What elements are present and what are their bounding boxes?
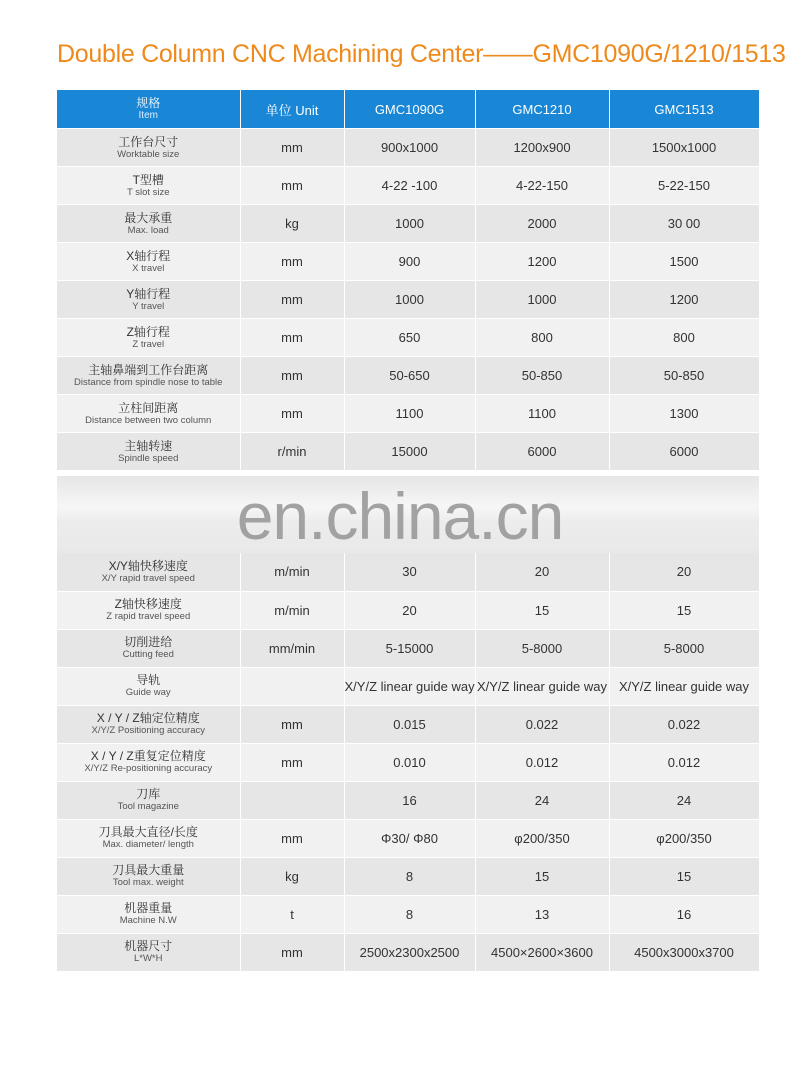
spec-item-cn: 导轨 xyxy=(136,673,161,687)
spec-value-gmc1210: 1100 xyxy=(475,395,609,433)
spec-value-gmc1513: 0.012 xyxy=(609,743,759,781)
spec-value-gmc1210: 13 xyxy=(475,895,609,933)
spec-item xyxy=(57,553,240,591)
table-row xyxy=(57,243,759,281)
table-row xyxy=(57,319,759,357)
spec-item-en: Guide way xyxy=(125,687,171,698)
spec-unit xyxy=(240,781,344,819)
spec-value-gmc1210: 24 xyxy=(475,781,609,819)
spec-unit: m/min xyxy=(240,591,344,629)
spec-item xyxy=(57,243,240,281)
spec-value-gmc1513: 15 xyxy=(609,857,759,895)
spec-item-en: Max. load xyxy=(127,224,169,236)
spec-table-top xyxy=(57,90,760,471)
spec-value-gmc1513: 5-22-150 xyxy=(609,167,759,205)
table-row xyxy=(57,591,759,629)
spec-item xyxy=(57,205,240,243)
spec-item xyxy=(57,357,240,395)
spec-item xyxy=(57,281,240,319)
table-row xyxy=(57,553,759,591)
spec-value-gmc1090g: 50-650 xyxy=(344,357,475,395)
spec-item xyxy=(57,667,240,705)
spec-unit: mm xyxy=(240,167,344,205)
spec-item-en: Tool magazine xyxy=(117,801,179,812)
spec-value-gmc1210: 15 xyxy=(475,857,609,895)
table-row xyxy=(57,629,759,667)
table-row xyxy=(57,667,759,705)
spec-item xyxy=(57,819,240,857)
table-row xyxy=(57,743,759,781)
spec-value-gmc1210: φ200/350 xyxy=(475,819,609,857)
table-row xyxy=(57,281,759,319)
spec-item-en: Spindle speed xyxy=(118,452,179,464)
table-row xyxy=(57,895,759,933)
spec-item-en: Tool max. weight xyxy=(112,877,184,888)
spec-value-gmc1210: 4500×2600×3600 xyxy=(475,933,609,971)
spec-value-gmc1513: 800 xyxy=(609,319,759,357)
spec-value-gmc1090g: X/Y/Z linear guide way xyxy=(344,667,475,705)
spec-item-cn: X/Y轴快移速度 xyxy=(108,558,188,573)
spec-value-gmc1513: 16 xyxy=(609,895,759,933)
spec-value-gmc1090g: 15000 xyxy=(344,433,475,471)
spec-item-cn: 立柱间距离 xyxy=(118,400,179,415)
header-model-1: GMC1090G xyxy=(344,90,475,129)
spec-item-cn: T型槽 xyxy=(132,172,164,187)
spec-value-gmc1210: 0.022 xyxy=(475,705,609,743)
spec-value-gmc1513: 1200 xyxy=(609,281,759,319)
spec-value-gmc1210: 5-8000 xyxy=(475,629,609,667)
spec-value-gmc1513: 6000 xyxy=(609,433,759,471)
spec-value-gmc1090g: 4-22 -100 xyxy=(344,167,475,205)
spec-value-gmc1090g: Φ30/ Φ80 xyxy=(344,819,475,857)
spec-unit: m/min xyxy=(240,553,344,591)
spec-item xyxy=(57,629,240,667)
spec-item xyxy=(57,129,240,167)
spec-item xyxy=(57,319,240,357)
spec-item xyxy=(57,591,240,629)
spec-unit: mm xyxy=(240,243,344,281)
spec-item xyxy=(57,933,240,971)
spec-item xyxy=(57,743,240,781)
spec-item-en: Max. diameter/ length xyxy=(102,839,194,850)
spec-value-gmc1090g: 1100 xyxy=(344,395,475,433)
spec-value-gmc1090g: 2500x2300x2500 xyxy=(344,933,475,971)
spec-item-en: Distance from spindle nose to table xyxy=(74,376,223,388)
spec-value-gmc1090g: 16 xyxy=(344,781,475,819)
spec-unit: t xyxy=(240,895,344,933)
spec-unit: mm xyxy=(240,357,344,395)
spec-value-gmc1513: 4500x3000x3700 xyxy=(609,933,759,971)
spec-item-cn: 主轴鼻端到工作台距离 xyxy=(88,362,209,377)
spec-value-gmc1513: 30 00 xyxy=(609,205,759,243)
spec-unit: mm xyxy=(240,933,344,971)
spec-item-cn: X / Y / Z轴定位精度 xyxy=(96,711,200,725)
spec-item-cn: 最大承重 xyxy=(124,210,173,225)
spec-value-gmc1513: 1300 xyxy=(609,395,759,433)
spec-item-en: Distance between two column xyxy=(85,414,212,426)
spec-value-gmc1210: 800 xyxy=(475,319,609,357)
table-header-row xyxy=(57,90,759,129)
spec-unit: kg xyxy=(240,857,344,895)
spec-value-gmc1513: φ200/350 xyxy=(609,819,759,857)
spec-item xyxy=(57,895,240,933)
spec-item-cn: Z轴快移速度 xyxy=(114,597,182,611)
table-row xyxy=(57,857,759,895)
spec-item-cn: 切削进给 xyxy=(124,635,173,649)
spec-item xyxy=(57,781,240,819)
spec-value-gmc1513: 20 xyxy=(609,553,759,591)
spec-value-gmc1513: X/Y/Z linear guide way xyxy=(609,667,759,705)
spec-value-gmc1210: 50-850 xyxy=(475,357,609,395)
spec-unit: mm xyxy=(240,819,344,857)
watermark: en.china.cn xyxy=(236,479,564,553)
spec-unit: mm/min xyxy=(240,629,344,667)
spec-item-en: Z travel xyxy=(132,338,165,350)
spec-value-gmc1210: 1200 xyxy=(475,243,609,281)
spec-item-cn: X轴行程 xyxy=(126,248,171,263)
spec-value-gmc1513: 15 xyxy=(609,591,759,629)
spec-item xyxy=(57,857,240,895)
header-item-en: Item xyxy=(138,110,158,121)
table-row xyxy=(57,819,759,857)
spec-item-en: Z rapid travel speed xyxy=(106,611,191,622)
spec-item-en: Worktable size xyxy=(117,148,180,160)
spec-unit: mm xyxy=(240,129,344,167)
spec-item-cn: 刀具最大重量 xyxy=(112,863,185,877)
header-model-2: GMC1210 xyxy=(475,90,609,129)
spec-value-gmc1090g: 0.015 xyxy=(344,705,475,743)
spec-value-gmc1513: 5-8000 xyxy=(609,629,759,667)
spec-item-cn: X / Y / Z重复定位精度 xyxy=(90,749,206,763)
spec-item-en: Machine N.W xyxy=(119,915,177,926)
spec-value-gmc1513: 1500x1000 xyxy=(609,129,759,167)
spec-item-cn: 主轴转速 xyxy=(124,438,173,453)
spec-table-bottom xyxy=(57,553,760,972)
spec-value-gmc1090g: 650 xyxy=(344,319,475,357)
spec-value-gmc1210: 4-22-150 xyxy=(475,167,609,205)
spec-value-gmc1090g: 30 xyxy=(344,553,475,591)
spec-value-gmc1090g: 900 xyxy=(344,243,475,281)
table-row xyxy=(57,167,759,205)
spec-unit: mm xyxy=(240,395,344,433)
spec-value-gmc1090g: 5-15000 xyxy=(344,629,475,667)
spec-value-gmc1210: 1000 xyxy=(475,281,609,319)
spec-item-cn: 刀库 xyxy=(136,787,161,801)
spec-item-en: T slot size xyxy=(126,186,170,198)
spec-item xyxy=(57,395,240,433)
spec-item-cn: Y轴行程 xyxy=(126,286,171,301)
spec-value-gmc1210: 6000 xyxy=(475,433,609,471)
spec-item-cn: 机器尺寸 xyxy=(124,939,173,953)
spec-value-gmc1090g: 1000 xyxy=(344,281,475,319)
spec-item-en: Y travel xyxy=(132,300,165,312)
spec-value-gmc1513: 24 xyxy=(609,781,759,819)
table-row xyxy=(57,705,759,743)
spec-item-en: X/Y/Z Positioning accuracy xyxy=(91,725,206,736)
header-item xyxy=(57,90,240,129)
spec-value-gmc1513: 1500 xyxy=(609,243,759,281)
spec-value-gmc1090g: 900x1000 xyxy=(344,129,475,167)
spec-unit: mm xyxy=(240,705,344,743)
table-row xyxy=(57,357,759,395)
spec-item-en: X/Y/Z Re-positioning accuracy xyxy=(84,763,213,774)
spec-item-en: X/Y rapid travel speed xyxy=(101,572,195,584)
spec-value-gmc1210: 15 xyxy=(475,591,609,629)
spec-value-gmc1513: 50-850 xyxy=(609,357,759,395)
page-title: Double Column CNC Machining Center——GMC1090G/1210/1513 xyxy=(57,40,786,68)
header-model-3: GMC1513 xyxy=(609,90,759,129)
table-row xyxy=(57,395,759,433)
spec-item-cn: Z轴行程 xyxy=(126,324,170,339)
spec-value-gmc1090g: 8 xyxy=(344,857,475,895)
spec-item-en: Cutting feed xyxy=(122,649,174,660)
table-row xyxy=(57,433,759,471)
spec-value-gmc1210: 20 xyxy=(475,553,609,591)
table-row xyxy=(57,129,759,167)
spec-unit: mm xyxy=(240,319,344,357)
spec-value-gmc1090g: 8 xyxy=(344,895,475,933)
spec-item-en: X travel xyxy=(132,262,165,274)
spec-item-en: L*W*H xyxy=(133,953,163,964)
spec-value-gmc1210: 1200x900 xyxy=(475,129,609,167)
spec-item xyxy=(57,167,240,205)
spec-unit: kg xyxy=(240,205,344,243)
spec-value-gmc1513: 0.022 xyxy=(609,705,759,743)
spec-unit: mm xyxy=(240,281,344,319)
header-item-cn: 规格 xyxy=(136,96,161,110)
spec-value-gmc1210: X/Y/Z linear guide way xyxy=(475,667,609,705)
spec-value-gmc1090g: 0.010 xyxy=(344,743,475,781)
spec-value-gmc1210: 0.012 xyxy=(475,743,609,781)
spec-item xyxy=(57,705,240,743)
table-row xyxy=(57,205,759,243)
spec-value-gmc1090g: 1000 xyxy=(344,205,475,243)
spec-unit xyxy=(240,667,344,705)
spec-item-cn: 刀具最大直径/长度 xyxy=(98,825,198,839)
spec-item xyxy=(57,433,240,471)
spec-item-cn: 机器重量 xyxy=(124,901,173,915)
spec-value-gmc1090g: 20 xyxy=(344,591,475,629)
table-row xyxy=(57,933,759,971)
spec-item-cn: 工作台尺寸 xyxy=(118,134,179,149)
spec-value-gmc1210: 2000 xyxy=(475,205,609,243)
spec-unit: r/min xyxy=(240,433,344,471)
header-unit: 单位 Unit xyxy=(240,90,344,129)
spec-unit: mm xyxy=(240,743,344,781)
table-row xyxy=(57,781,759,819)
